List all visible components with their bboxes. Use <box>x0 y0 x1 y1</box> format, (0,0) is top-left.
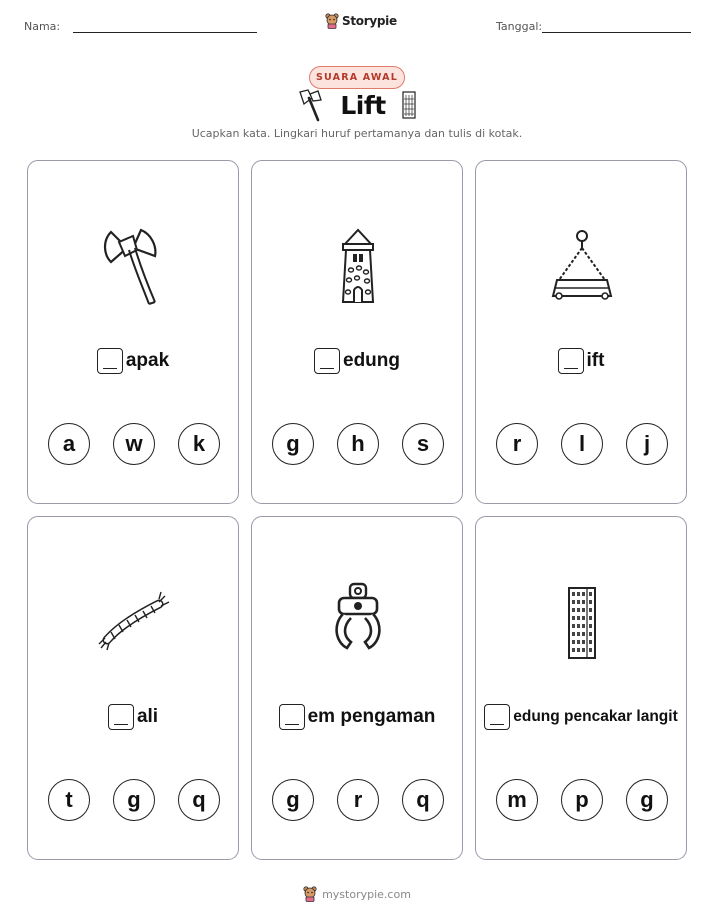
letter-option[interactable]: g <box>626 779 668 821</box>
exercise-card <box>251 516 463 860</box>
category-badge: SUARA AWAL <box>309 66 405 89</box>
safety-clamp-icon <box>308 569 408 669</box>
letter-option[interactable]: g <box>272 779 314 821</box>
letter-option[interactable]: g <box>113 779 155 821</box>
word-ending: edung <box>343 350 400 371</box>
rope-icon <box>84 569 184 669</box>
letter-option[interactable]: r <box>337 779 379 821</box>
letter-options <box>496 423 668 465</box>
page-title: Lift <box>340 90 386 120</box>
letter-option[interactable]: q <box>402 779 444 821</box>
footer <box>0 886 714 902</box>
answer-box[interactable] <box>314 348 340 374</box>
letter-option[interactable]: g <box>272 423 314 465</box>
letter-options <box>48 779 220 821</box>
brand-name: Storypie <box>342 14 397 28</box>
lift-platform-icon <box>532 213 632 313</box>
letter-options <box>272 779 444 821</box>
letter-option[interactable]: t <box>48 779 90 821</box>
word-ending: ift <box>586 350 605 371</box>
exercise-card <box>27 160 239 504</box>
bear-mascot-icon <box>325 13 339 29</box>
letter-options <box>496 779 668 821</box>
exercise-card <box>475 516 687 860</box>
name-line[interactable] <box>73 32 257 33</box>
exercise-card <box>251 160 463 504</box>
bear-mascot-icon <box>303 886 317 902</box>
letter-option[interactable]: j <box>626 423 668 465</box>
brand-logo <box>325 13 397 29</box>
title-row <box>0 88 714 122</box>
date-label: Tanggal: <box>496 20 543 33</box>
skyscraper-icon <box>400 90 418 120</box>
letter-option[interactable]: a <box>48 423 90 465</box>
name-label: Nama: <box>24 20 61 33</box>
word-with-blank <box>476 704 686 730</box>
skyscraper-icon <box>532 569 632 669</box>
axe-icon <box>84 213 184 313</box>
word-with-blank <box>28 348 238 374</box>
word-ending: apak <box>125 350 170 371</box>
letter-options <box>272 423 444 465</box>
letter-option[interactable]: h <box>337 423 379 465</box>
letter-option[interactable]: p <box>561 779 603 821</box>
tower-icon <box>308 213 408 313</box>
letter-option[interactable]: w <box>113 423 155 465</box>
exercise-card <box>27 516 239 860</box>
date-line[interactable] <box>542 32 691 33</box>
answer-box[interactable] <box>97 348 123 374</box>
answer-box[interactable] <box>279 704 305 730</box>
answer-box[interactable] <box>484 704 510 730</box>
word-ending: em pengaman <box>307 706 436 727</box>
answer-box[interactable] <box>558 348 584 374</box>
exercise-card <box>475 160 687 504</box>
instructions: Ucapkan kata. Lingkari huruf pertamanya dan tulis di kotak. <box>191 127 523 140</box>
letter-option[interactable]: q <box>178 779 220 821</box>
letter-options <box>48 423 220 465</box>
letter-option[interactable]: s <box>402 423 444 465</box>
letter-option[interactable]: m <box>496 779 538 821</box>
word-with-blank <box>252 348 462 374</box>
letter-option[interactable]: k <box>178 423 220 465</box>
axe-icon <box>296 88 326 122</box>
letter-option[interactable]: r <box>496 423 538 465</box>
answer-box[interactable] <box>108 704 134 730</box>
word-ending: edung pencakar langit <box>513 708 678 725</box>
word-with-blank <box>252 704 462 730</box>
word-with-blank <box>476 348 686 374</box>
word-ending: ali <box>136 706 159 727</box>
word-with-blank <box>28 704 238 730</box>
footer-url[interactable]: mystorypie.com <box>322 887 411 901</box>
letter-option[interactable]: l <box>561 423 603 465</box>
